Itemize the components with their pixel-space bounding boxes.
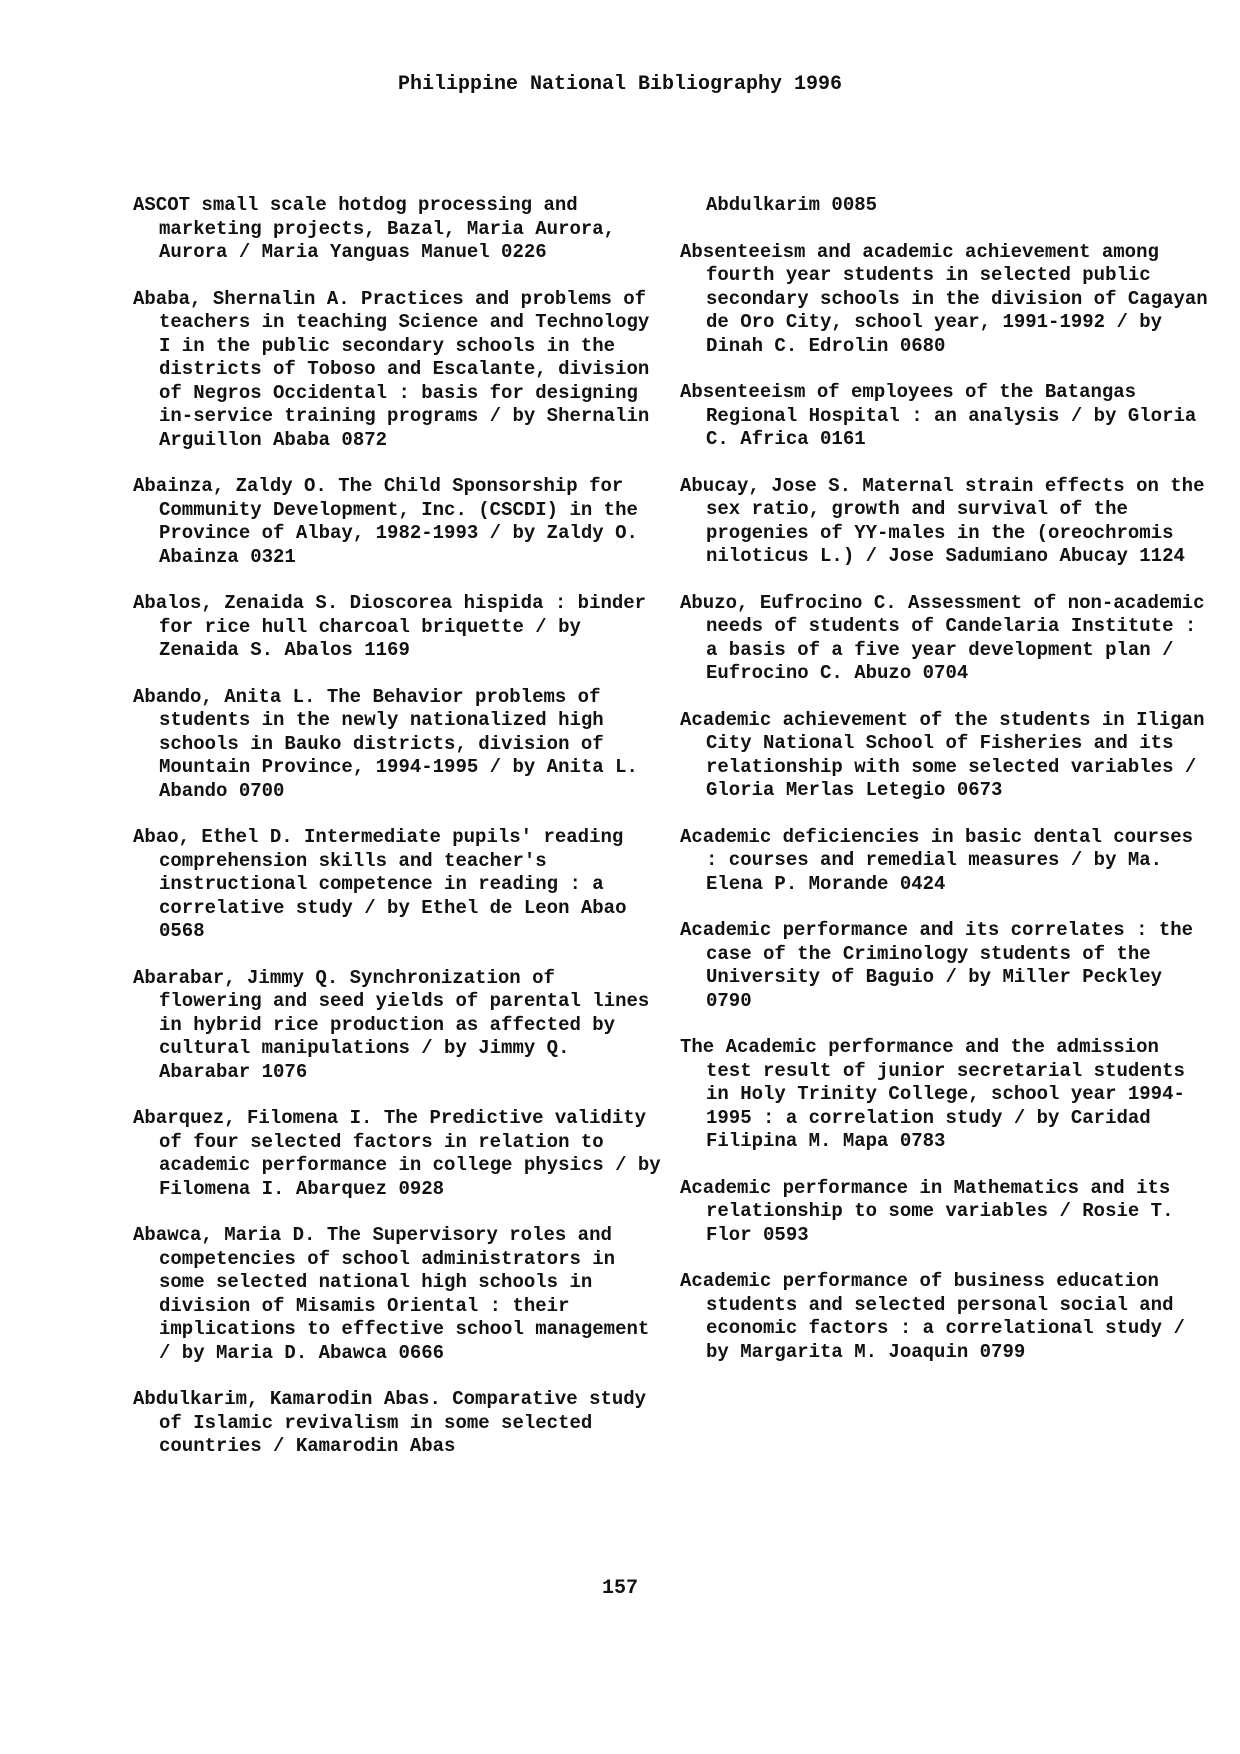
bibliography-entry: Abucay, Jose S. Maternal strain effects on the sex ratio, growth and survival of the progenies of YY-males in the (oreochromis niloticus L.) / Jose Sadumiano Abucay 1124 xyxy=(680,474,1216,567)
bibliography-entry: Academic performance and its correlates : the case of the Criminology students of the University of Baguio / by Miller Peckley 0790 xyxy=(680,919,1205,1012)
right-column xyxy=(680,194,1220,1387)
bibliography-entry: Abarabar, Jimmy Q. Synchronization of flowering and seed yields of parental lines in hybrid rice production as affected by cultural manipulations / by Jimmy Q. Abarabar 1076 xyxy=(133,966,661,1083)
bibliography-entry: Academic performance in Mathematics and its relationship to some variables / Rosie T. Flor 0593 xyxy=(680,1176,1185,1246)
page-header: Philippine National Bibliography 1996 xyxy=(397,73,843,96)
bibliography-entry: Academic deficiencies in basic dental courses : courses and remedial measures / by Ma. Elena P. Morande 0424 xyxy=(680,825,1205,895)
page-number: 157 xyxy=(601,1577,638,1600)
bibliography-entry: Abao, Ethel D. Intermediate pupils' reading comprehension skills and teacher's instructional competence in reading : a correlative study / by Ethel de Leon Abao 0568 xyxy=(133,826,638,942)
bibliography-entry: Absenteeism and academic achievement among fourth year students in selected public secondary schools in the division of Cagayan de Oro City, school year, 1991-1992 / by Dinah C. Edrolin 0680 xyxy=(680,240,1220,357)
bibliography-entry: Abalos, Zenaida S. Dioscorea hispida : binder for rice hull charcoal briquette / by Zenaida S. Abalos 1169 xyxy=(133,592,658,661)
bibliography-entry: Academic achievement of the students in Iligan City National School of Fisheries and its relationship with some selected variables / Gloria Merlas Letegio 0673 xyxy=(680,708,1216,801)
bibliography-entry: The Academic performance and the admission test result of junior secretarial students in Holy Trinity College, school year 1994-1995 : a correlation study / by Caridad Filipina M. Mapa 0783 xyxy=(680,1036,1197,1152)
bibliography-entry: ASCOT small scale hotdog processing and marketing projects, Bazal, Maria Aurora, Aurora / Maria Yanguas Manuel 0226 xyxy=(133,194,627,263)
bibliography-entry: Abdulkarim, Kamarodin Abas. Comparative study of Islamic revivalism in some selected countries / Kamarodin Abas xyxy=(133,1388,658,1457)
bibliography-entry: Academic performance of business education students and selected personal social and economic factors : a correlational study / by Margarita M. Joaquin 0799 xyxy=(680,1270,1197,1363)
bibliography-entry: Abarquez, Filomena I. The Predictive validity of four selected factors in relation to academic performance in college physics / by Filomena I. Abarquez 0928 xyxy=(133,1107,673,1200)
bibliography-entry: Abuzo, Eufrocino C. Assessment of non-academic needs of students of Candelaria Institute : a basis of a five year development plan / Eufrocino C. Abuzo 0704 xyxy=(680,591,1216,684)
bibliography-entry: Ababa, Shernalin A. Practices and problems of teachers in teaching Science and Technology I in the public secondary schools in the districts of Toboso and Escalante, division of Negros Occidental : basis for designing in-service training programs / by Shernalin Arguillon Ababa 0872 xyxy=(133,287,661,451)
bibliography-entry: Abando, Anita L. The Behavior problems of students in the newly nationalized high schools in Bauko districts, division of Mountain Province, 1994-1995 / by Anita L. Abando 0700 xyxy=(133,685,650,802)
bibliography-entry: Abainza, Zaldy O. The Child Sponsorship for Community Development, Inc. (CSCDI) in the Province of Albay, 1982-1993 / by Zaldy O. Abainza 0321 xyxy=(133,475,650,568)
left-column xyxy=(133,194,673,1482)
bibliography-entry: Absenteeism of employees of the Batangas Regional Hospital : an analysis / by Gloria C. Africa 0161 xyxy=(680,381,1208,450)
bibliography-entry: Abawca, Maria D. The Supervisory roles and competencies of school administrators in some selected national high schools in division of Misamis Oriental : their implications to effective school management / by Maria D. Abawca 0666 xyxy=(133,1224,661,1364)
bibliography-entry-continuation: Abdulkarim 0085 xyxy=(706,194,878,216)
